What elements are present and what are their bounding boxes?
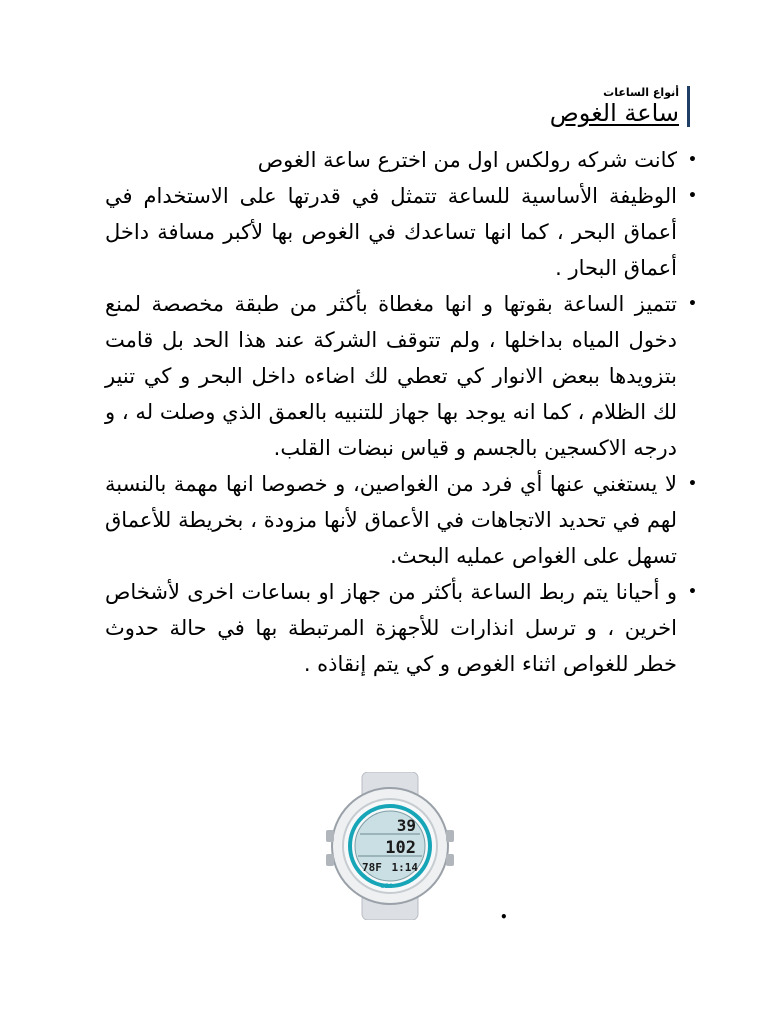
watch-brand-label: GEO (380, 883, 394, 890)
bullet-icon: • (688, 476, 697, 492)
watch-depth-readout: 39 (396, 816, 416, 835)
bullet-icon: • (688, 188, 697, 204)
bullet-icon: • (688, 152, 697, 168)
dive-watch-image (316, 772, 464, 920)
category-title: أنواع الساعات (603, 86, 679, 99)
section-header (550, 86, 690, 127)
bullet-icon: • (688, 584, 697, 600)
bullet-list (105, 142, 697, 682)
list-item (105, 178, 697, 286)
list-item (105, 286, 697, 466)
dive-watch-icon (316, 772, 464, 920)
watch-temp-readout: 78F (362, 861, 382, 874)
trailing-bullet: • (500, 910, 508, 924)
list-item-text: تتميز الساعة بقوتها و انها مغطاة بأكثر من طبقة مخصصة لمنع دخول المياه بداخلها ، ولم تتوقف الشركة عند هذا الحد بل قامت بتزويدها ببعض الانوار كي تعطي لك اضاءه داخل البحر و كي تنير لك الظلام ، كما انه يوجد بها جهاز للتنبيه بالعمق الذي وصلت له ، و درجه الاكسجين بالجسم و قياس نبضات القلب. (105, 292, 677, 460)
list-item-text: كانت شركه رولكس اول من اخترع ساعة الغوص (257, 148, 677, 172)
watch-time-readout: 1:14 (391, 861, 418, 874)
list-item (105, 574, 697, 682)
list-item-text: لا يستغني عنها أي فرد من الغواصين، و خصوصا انها مهمة بالنسبة لهم في تحديد الاتجاهات في الأعماق لأنها مزودة ، بخريطة للأعماق تسهل على الغواص عمليه البحث. (105, 472, 677, 568)
watch-main-readout: 102 (385, 838, 416, 858)
section-title: ساعة الغوص (549, 99, 679, 127)
list-item-text: الوظيفة الأساسية للساعة تتمثل في قدرتها على الاستخدام في أعماق البحر ، كما انها تساعدك في الغوص بها لأكبر مسافة داخل أعماق البحار . (105, 184, 677, 280)
list-item (105, 466, 697, 574)
list-item (105, 142, 697, 178)
bullet-icon: • (688, 296, 697, 312)
list-item-text: و أحيانا يتم ربط الساعة بأكثر من جهاز او بساعات اخرى لأشخاص اخرين ، و ترسل انذارات للأجهزة المرتبطة بها في حالة حدوث خطر للغواص اثناء الغوص و كي يتم إنقاذه . (105, 580, 677, 676)
